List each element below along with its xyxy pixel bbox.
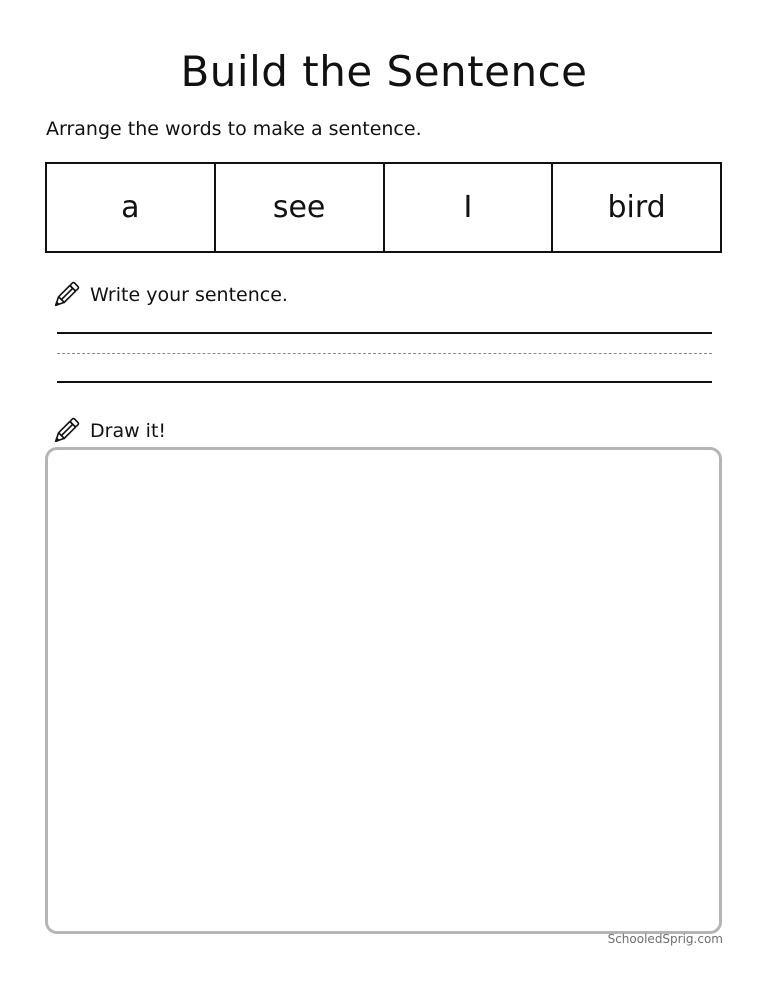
instructions-text: Arrange the words to make a sentence. xyxy=(46,118,422,140)
writing-mid-line xyxy=(57,353,712,354)
page-title: Build the Sentence xyxy=(180,47,588,96)
write-sentence-heading xyxy=(50,279,288,311)
writing-top-line xyxy=(57,332,712,334)
footer-credit: SchooledSprig.com xyxy=(607,932,723,946)
word-card[interactable]: bird xyxy=(607,190,666,225)
draw-heading xyxy=(50,415,166,447)
word-card[interactable]: I xyxy=(385,164,554,251)
drawing-area[interactable] xyxy=(45,447,722,934)
word-bank xyxy=(45,162,722,253)
word-card[interactable]: see xyxy=(216,164,385,251)
word-card[interactable]: a xyxy=(47,164,216,251)
pencil-icon xyxy=(50,279,82,311)
write-sentence-label: Write your sentence. xyxy=(90,284,288,306)
draw-label: Draw it! xyxy=(90,420,167,442)
writing-bottom-line[interactable] xyxy=(57,381,712,383)
pencil-icon xyxy=(50,415,82,447)
